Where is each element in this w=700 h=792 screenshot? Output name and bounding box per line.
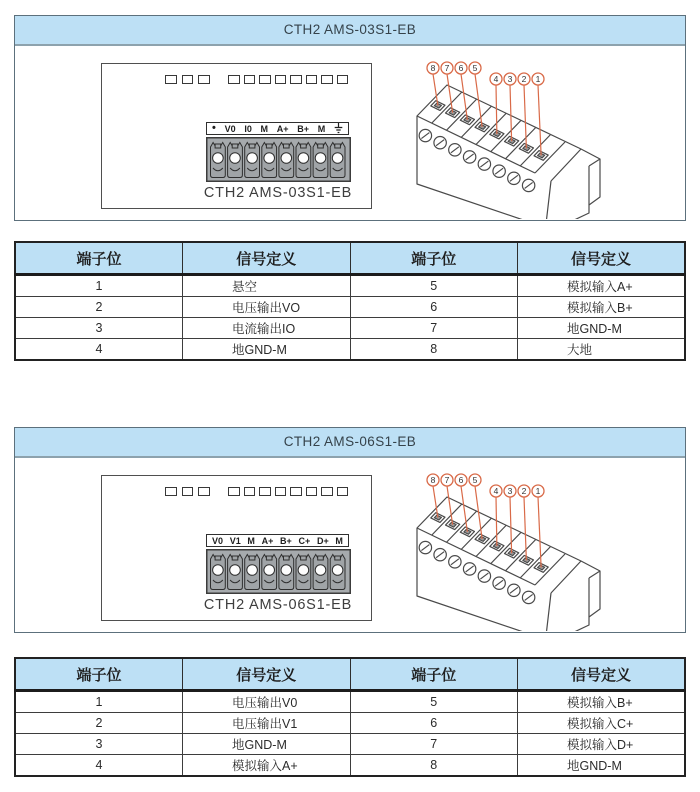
vent-square <box>306 75 318 84</box>
device-front-view <box>101 63 372 209</box>
svg-text:6: 6 <box>458 63 464 73</box>
vent-square <box>182 75 194 84</box>
device-front-view <box>101 475 372 621</box>
strip-label: C+ <box>298 535 311 546</box>
signal-definition-cell: 悬空 <box>183 275 351 297</box>
vent-square <box>165 75 177 84</box>
svg-text:7: 7 <box>444 475 450 485</box>
column-header: 端子位 <box>350 242 518 275</box>
signal-definition-cell: 模拟输入A+ <box>518 275 686 297</box>
terminal-number-cell: 6 <box>350 713 518 734</box>
pin-table-body <box>15 275 685 361</box>
terminal-number-cell: 6 <box>350 297 518 318</box>
svg-text:8: 8 <box>430 475 436 485</box>
connector-isometric-drawing <box>403 57 618 219</box>
svg-text:3: 3 <box>507 74 513 84</box>
svg-text:2: 2 <box>521 486 527 496</box>
vent-square <box>228 487 240 496</box>
terminal-number-cell: 5 <box>350 275 518 297</box>
terminal-number-cell: 7 <box>350 734 518 755</box>
svg-text:1: 1 <box>535 74 541 84</box>
terminal-block-drawing <box>206 549 351 594</box>
vent-square <box>290 75 302 84</box>
strip-label: D+ <box>316 535 329 546</box>
strip-label: V0 <box>212 535 224 546</box>
ground-icon <box>334 123 343 134</box>
module-ams-03s1-eb <box>14 15 686 361</box>
connector-3d-view <box>403 469 618 631</box>
wire-dot-label: • <box>212 122 216 134</box>
terminal-number-cell: 3 <box>15 734 183 755</box>
signal-definition-cell: 大地 <box>518 339 686 361</box>
svg-text:3: 3 <box>507 486 513 496</box>
table-row <box>15 755 685 777</box>
terminal-number-cell: 4 <box>15 755 183 777</box>
table-row <box>15 318 685 339</box>
strip-label: B+ <box>297 123 310 134</box>
terminal-number-cell: 1 <box>15 691 183 713</box>
column-header: 信号定义 <box>183 242 351 275</box>
strip-label: V1 <box>229 535 241 546</box>
svg-text:7: 7 <box>444 63 450 73</box>
signal-definition-cell: 电压输出V0 <box>183 691 351 713</box>
pin-table-head <box>15 242 685 275</box>
header-row <box>15 658 685 691</box>
connector-isometric-drawing <box>403 469 618 631</box>
terminal-number-cell: 4 <box>15 339 183 361</box>
strip-label: M <box>317 123 326 134</box>
vent-square <box>165 487 177 496</box>
panel-title: CTH2 AMS-06S1-EB <box>15 428 685 458</box>
panel-body <box>15 46 685 220</box>
pin-callout-1 <box>532 73 544 85</box>
terminal-number-cell: 3 <box>15 318 183 339</box>
svg-text:6: 6 <box>458 475 464 485</box>
device-caption: CTH2 AMS-03S1-EB <box>203 185 353 201</box>
vent-group-right <box>228 75 348 84</box>
terminal-number-cell: 5 <box>350 691 518 713</box>
vent-group-left <box>165 487 210 496</box>
vent-square <box>259 487 271 496</box>
vent-square <box>228 75 240 84</box>
terminal-number-cell: 1 <box>15 275 183 297</box>
vent-square <box>244 487 256 496</box>
table-row <box>15 275 685 297</box>
vent-group-right <box>228 487 348 496</box>
vent-square <box>198 75 210 84</box>
signal-definition-cell: 地GND-M <box>518 318 686 339</box>
svg-text:2: 2 <box>521 74 527 84</box>
svg-text:1: 1 <box>535 486 541 496</box>
module-ams-06s1-eb <box>14 427 686 777</box>
pin-table-head <box>15 658 685 691</box>
pin-callout-6 <box>455 474 467 486</box>
svg-text:5: 5 <box>472 63 478 73</box>
pin-callout-2 <box>518 73 530 85</box>
vent-square <box>306 487 318 496</box>
signal-definition-cell: 地GND-M <box>518 755 686 777</box>
signal-definition-cell: 电压输出VO <box>183 297 351 318</box>
terminal-block <box>206 137 351 182</box>
strip-label: M <box>247 535 255 546</box>
connector-3d-view <box>403 57 618 219</box>
panel <box>14 15 686 221</box>
device-caption: CTH2 AMS-06S1-EB <box>203 597 353 613</box>
column-header: 端子位 <box>15 658 183 691</box>
strip-label: A+ <box>261 535 274 546</box>
vent-square <box>198 487 210 496</box>
pin-callout-8 <box>427 62 439 74</box>
strip-label: B+ <box>280 535 292 546</box>
panel-body <box>15 458 685 632</box>
terminal-label-strip <box>206 122 349 135</box>
panel <box>14 427 686 633</box>
pin-callout-2 <box>518 485 530 497</box>
terminal-block <box>206 549 351 594</box>
column-header: 信号定义 <box>518 658 686 691</box>
pin-callout-8 <box>427 474 439 486</box>
signal-definition-cell: 电流输出IO <box>183 318 351 339</box>
table-row <box>15 713 685 734</box>
vent-square <box>259 75 271 84</box>
terminal-number-cell: 7 <box>350 318 518 339</box>
vent-square <box>182 487 194 496</box>
pin-callout-6 <box>455 62 467 74</box>
pin-callout-3 <box>504 73 516 85</box>
pin-callout-4 <box>490 73 502 85</box>
signal-definition-cell: 模拟输入B+ <box>518 691 686 713</box>
signal-definition-cell: 电压输出V1 <box>183 713 351 734</box>
pin-callout-3 <box>504 485 516 497</box>
column-header: 信号定义 <box>183 658 351 691</box>
table-row <box>15 691 685 713</box>
terminal-number-cell: 8 <box>350 339 518 361</box>
table-row <box>15 339 685 361</box>
pin-callout-7 <box>441 62 453 74</box>
svg-text:4: 4 <box>493 74 499 84</box>
svg-text:8: 8 <box>430 63 436 73</box>
pin-table-ams-06s1-eb <box>14 657 686 777</box>
strip-label: I0 <box>244 123 252 134</box>
signal-definition-cell: 地GND-M <box>183 339 351 361</box>
strip-label: M <box>335 535 343 546</box>
terminal-number-cell: 2 <box>15 297 183 318</box>
column-header: 端子位 <box>350 658 518 691</box>
svg-text:5: 5 <box>472 475 478 485</box>
pin-callout-1 <box>532 485 544 497</box>
vent-square <box>290 487 302 496</box>
vent-group-left <box>165 75 210 84</box>
pin-table-ams-03s1-eb <box>14 241 686 361</box>
table-row <box>15 297 685 318</box>
vent-square <box>321 487 333 496</box>
svg-text:4: 4 <box>493 486 499 496</box>
pin-table-body <box>15 691 685 777</box>
terminal-block-drawing <box>206 137 351 182</box>
vent-square <box>244 75 256 84</box>
signal-definition-cell: 模拟输入A+ <box>183 755 351 777</box>
column-header: 信号定义 <box>518 242 686 275</box>
pin-callout-4 <box>490 485 502 497</box>
strip-label: V0 <box>224 123 236 134</box>
signal-definition-cell: 地GND-M <box>183 734 351 755</box>
signal-definition-cell: 模拟输入D+ <box>518 734 686 755</box>
vent-square <box>321 75 333 84</box>
table-row <box>15 734 685 755</box>
pin-callout-7 <box>441 474 453 486</box>
vent-square <box>337 75 349 84</box>
terminal-label-strip <box>206 534 349 547</box>
pin-callout-5 <box>469 62 481 74</box>
pin-callout-5 <box>469 474 481 486</box>
signal-definition-cell: 模拟输入C+ <box>518 713 686 734</box>
vent-square <box>275 487 287 496</box>
terminal-number-cell: 8 <box>350 755 518 777</box>
strip-label: M <box>260 123 269 134</box>
signal-definition-cell: 模拟输入B+ <box>518 297 686 318</box>
vent-square <box>337 487 349 496</box>
strip-label: A+ <box>276 123 289 134</box>
panel-title: CTH2 AMS-03S1-EB <box>15 16 685 46</box>
terminal-number-cell: 2 <box>15 713 183 734</box>
header-row <box>15 242 685 275</box>
vent-square <box>275 75 287 84</box>
column-header: 端子位 <box>15 242 183 275</box>
